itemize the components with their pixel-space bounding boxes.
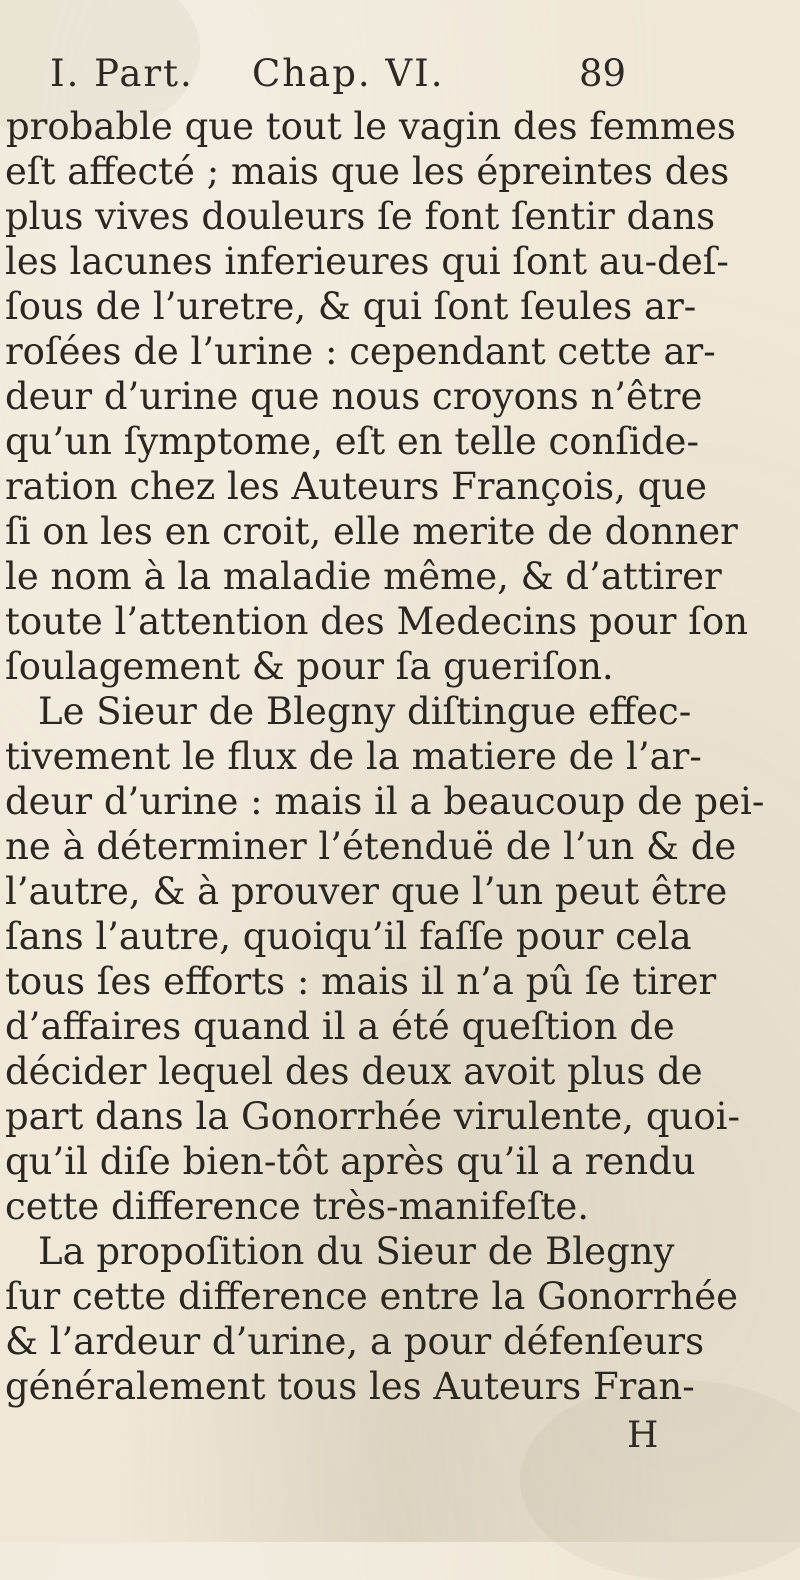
text-line: le nom à la maladie même, & d’attirer [5, 555, 722, 598]
text-line: cette difference très-manifeſte. [5, 1185, 590, 1228]
text-line: deur d’urine : mais il a beaucoup de pei- [5, 780, 765, 823]
text-line: roſées de l’urine : cependant cette ar- [5, 330, 716, 373]
text-line: plus vives douleurs ſe font ſentir dans [5, 195, 716, 238]
text-line: eſt affecté ; mais que les épreintes des [5, 150, 730, 193]
text-line: & l’ardeur d’urine, a pour défenſeurs [5, 1320, 705, 1363]
running-header [22, 52, 662, 102]
text-line: ration chez les Auteurs François, que [5, 465, 708, 508]
text-line: d’affaires quand il a été queſtion de [5, 1005, 675, 1048]
signature-mark: H [627, 1415, 659, 1456]
text-line: ſoulagement & pour ſa gueriſon. [5, 645, 614, 688]
header-part: I. Part. [50, 52, 194, 95]
text-line: ſous de l’uretre, & qui ſont ſeules ar- [5, 285, 697, 328]
text-line: ſans l’autre, quoiqu’il faſſe pour cela [5, 915, 692, 958]
text-line: ſur cette difference entre la Gonorrhée [5, 1275, 739, 1318]
text-line: probable que tout le vagin des femmes [6, 105, 736, 148]
text-line: qu’il diſe bien-tôt après qu’il a rendu [5, 1140, 696, 1183]
header-chapter: Chap. VI. [252, 52, 445, 95]
text-line: décider lequel des deux avoit plus de [5, 1050, 703, 1093]
text-line: les lacunes inferieures qui ſont au-deſ- [5, 240, 729, 283]
page-number: 89 [579, 52, 627, 95]
text-line: ſi on les en croit, elle merite de donner [5, 510, 738, 553]
text-line: deur d’urine que nous croyons n’être [5, 375, 703, 418]
text-line: généralement tous les Auteurs Fran- [5, 1365, 695, 1408]
text-line: part dans la Gonorrhée virulente, quoi- [5, 1095, 740, 1138]
text-line: ne à déterminer l’étenduë de l’un & de [5, 825, 737, 868]
text-line: Le Sieur de Blegny diſtingue effec- [38, 690, 692, 733]
text-line: toute l’attention des Medecins pour ſon [5, 600, 749, 643]
text-line: La propoſition du Sieur de Blegny [38, 1230, 675, 1273]
text-line: l’autre, & à prouver que l’un peut être [5, 870, 728, 913]
text-line: tous ſes efforts : mais il n’a pû ſe tirer [5, 960, 717, 1003]
text-line: qu’un ſymptome, eſt en telle conſide- [5, 420, 699, 463]
text-line: tivement le flux de la matiere de l’ar- [5, 735, 702, 778]
